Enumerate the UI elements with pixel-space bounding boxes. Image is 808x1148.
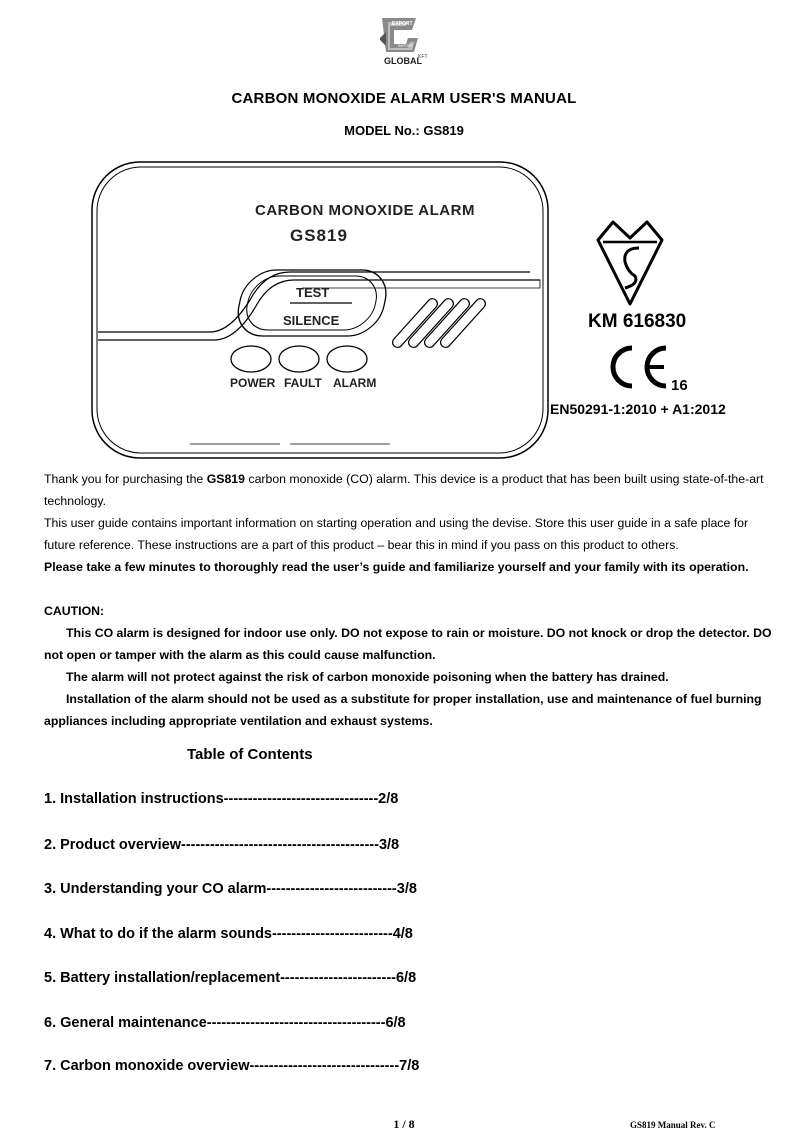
intro-paragraph-1: Thank you for purchasing the GS819 carbon monoxide (CO) alarm. This device is a product that has been built using state-of-the-art technology. bbox=[44, 472, 764, 508]
logo-mid-text: IMPORT bbox=[398, 43, 414, 48]
standard-reference: EN50291-1:2010 + A1:2012 bbox=[550, 401, 726, 417]
toc-entry-co-overview[interactable]: 7. Carbon monoxide overview-------------------------------7/8 bbox=[44, 1058, 420, 1074]
toc-entry-understanding[interactable]: 3. Understanding your CO alarm---------------------------3/8 bbox=[44, 881, 417, 897]
toc-title: Table of Contents bbox=[187, 746, 313, 763]
caution-item: Installation of the alarm should not be used as a substitute for proper installation, use and maintenance of fuel burning appliances including appropriate ventilation and exhaust systems. bbox=[44, 692, 762, 728]
model-number: MODEL No.: GS819 bbox=[344, 123, 464, 138]
caution-item: This CO alarm is designed for indoor use only. DO not expose to rain or moisture. DO not knock or drop the detector. DO not open or tamper with the alarm as this could cause malfunction. bbox=[44, 626, 772, 662]
ce-mark-icon bbox=[606, 344, 672, 390]
device-title-label: CARBON MONOXIDE ALARM bbox=[255, 202, 475, 219]
logo-brand-text: GLOBAL bbox=[384, 56, 422, 66]
toc-entry-maintenance[interactable]: 6. General maintenance-------------------------------------6/8 bbox=[44, 1015, 406, 1031]
device-silence-label: SILENCE bbox=[283, 313, 340, 328]
caution-heading: CAUTION: bbox=[44, 604, 105, 618]
km-license-number: KM 616830 bbox=[588, 311, 687, 332]
device-test-label: TEST bbox=[296, 285, 330, 300]
page-number: 1 / 8 bbox=[393, 1117, 415, 1131]
device-power-led-label: POWER bbox=[230, 376, 276, 390]
device-model-label: GS819 bbox=[290, 226, 348, 245]
intro-paragraph-2: This user guide contains important information on starting operation and using the devise. Store this user guide in a safe place for future reference. These instructions are a part of this product – bear this in mind if you pass on this product to others. bbox=[44, 516, 749, 552]
introduction bbox=[44, 468, 774, 578]
revision-label: GS819 Manual Rev. C bbox=[630, 1120, 716, 1130]
intro-model-bold: GS819 bbox=[206, 472, 245, 486]
ce-notified-body-number: 16 bbox=[671, 377, 688, 394]
toc-entry-alarm-sounds[interactable]: 4. What to do if the alarm sounds-------------------------4/8 bbox=[44, 926, 413, 942]
device-alarm-led-label: ALARM bbox=[333, 376, 377, 390]
device-fault-led-label: FAULT bbox=[284, 376, 322, 390]
kitemark-icon bbox=[595, 218, 665, 306]
logo-top-text: EXPORT bbox=[392, 21, 413, 27]
toc-entry-product-overview[interactable]: 2. Product overview-----------------------------------------3/8 bbox=[44, 837, 400, 853]
logo-suffix-text: KFT. bbox=[418, 54, 429, 60]
caution-item: The alarm will not protect against the risk of carbon monoxide poisoning when the battery has drained. bbox=[66, 670, 669, 684]
toc-entry-installation[interactable]: 1. Installation instructions--------------------------------2/8 bbox=[44, 791, 399, 807]
caution-section bbox=[44, 600, 774, 732]
toc-entry-battery[interactable]: 5. Battery installation/replacement------------------------6/8 bbox=[44, 970, 417, 986]
intro-paragraph-3: Please take a few minutes to thoroughly read the user’s guide and familiarize yourself and your family with its operation. bbox=[44, 560, 749, 574]
document-title: CARBON MONOXIDE ALARM USER'S MANUAL bbox=[231, 90, 577, 107]
global-logo bbox=[378, 16, 438, 72]
